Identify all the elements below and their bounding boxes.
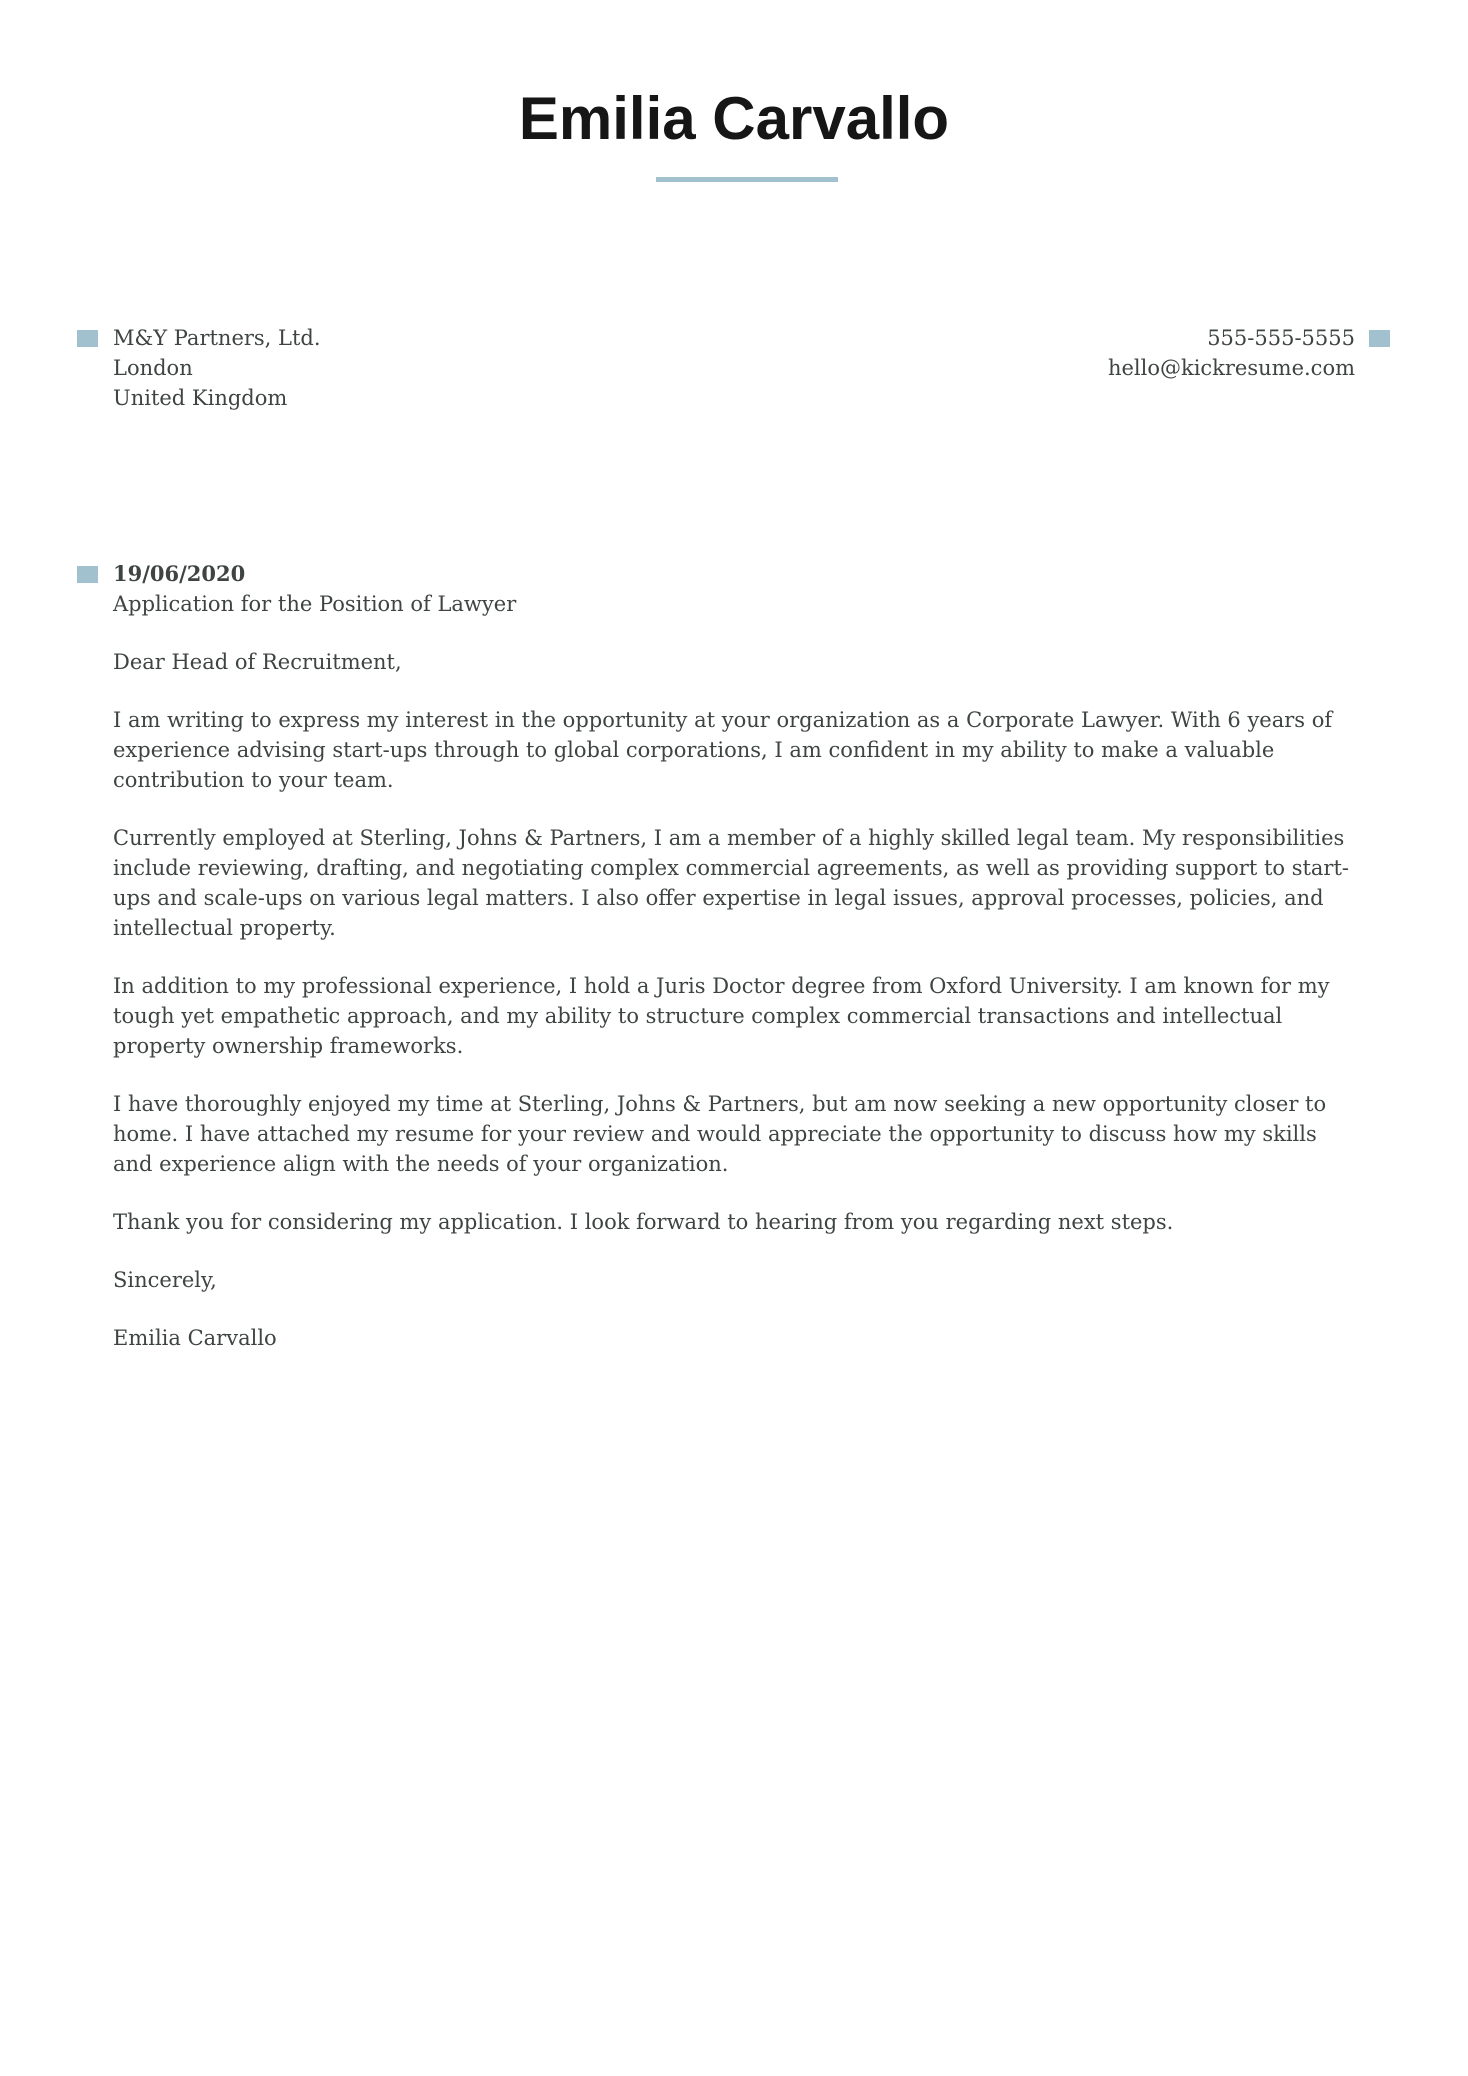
body-paragraph: Thank you for considering my application. I look forward to hearing from you regarding next steps. xyxy=(113,1210,1174,1235)
recipient-address xyxy=(113,323,321,413)
date-section xyxy=(113,559,1355,619)
body-paragraph: I have thoroughly enjoyed my time at Sterling, Johns & Partners, but am now seeking a new opportunity closer to home. I have attached my resume for your review and would appreciate the opportunity to discuss how my skills and experience align with the needs of your organization. xyxy=(113,1092,1327,1177)
sender-accent-square-icon xyxy=(1369,330,1390,347)
body-paragraph: I am writing to express my interest in the opportunity at your organization as a Corporate Lawyer. With 6 years of experience advising start-ups through to global corporations, I am confident in my ability to make a valuable contribution to your team. xyxy=(113,708,1333,793)
recipient-accent-square-icon xyxy=(77,330,98,347)
signature: Emilia Carvallo xyxy=(113,1326,277,1351)
letter-subject: Application for the Position of Lawyer xyxy=(113,592,517,617)
salutation: Dear Head of Recruitment, xyxy=(113,650,402,675)
recipient-city: London xyxy=(113,356,193,381)
recipient-country: United Kingdom xyxy=(113,386,288,411)
email-address: hello@kickresume.com xyxy=(1107,356,1355,381)
letter-body xyxy=(113,647,1355,1353)
contact-section xyxy=(113,323,1355,413)
recipient-company: M&Y Partners, Ltd. xyxy=(113,326,321,351)
sender-contact xyxy=(1108,323,1355,383)
date-accent-square-icon xyxy=(77,566,98,583)
page-title: Emilia Carvallo xyxy=(518,85,950,152)
body-paragraph: Currently employed at Sterling, Johns & Partners, I am a member of a highly skilled legal team. My responsibilities include reviewing, drafting, and negotiating complex commercial agreements, as well as providing support to start-ups and scale-ups on various legal matters. I also offer expertise in legal issues, approval processes, policies, and intellectual property. xyxy=(113,826,1350,941)
phone-number: 555-555-5555 xyxy=(1207,326,1355,351)
body-paragraph: In addition to my professional experience, I hold a Juris Doctor degree from Oxford University. I am known for my tough yet empathetic approach, and my ability to structure complex commercial transactions and intellectual property ownership frameworks. xyxy=(113,974,1330,1059)
letter-date: 19/06/2020 xyxy=(113,561,246,587)
title-divider xyxy=(656,177,838,182)
closing: Sincerely, xyxy=(113,1268,217,1293)
